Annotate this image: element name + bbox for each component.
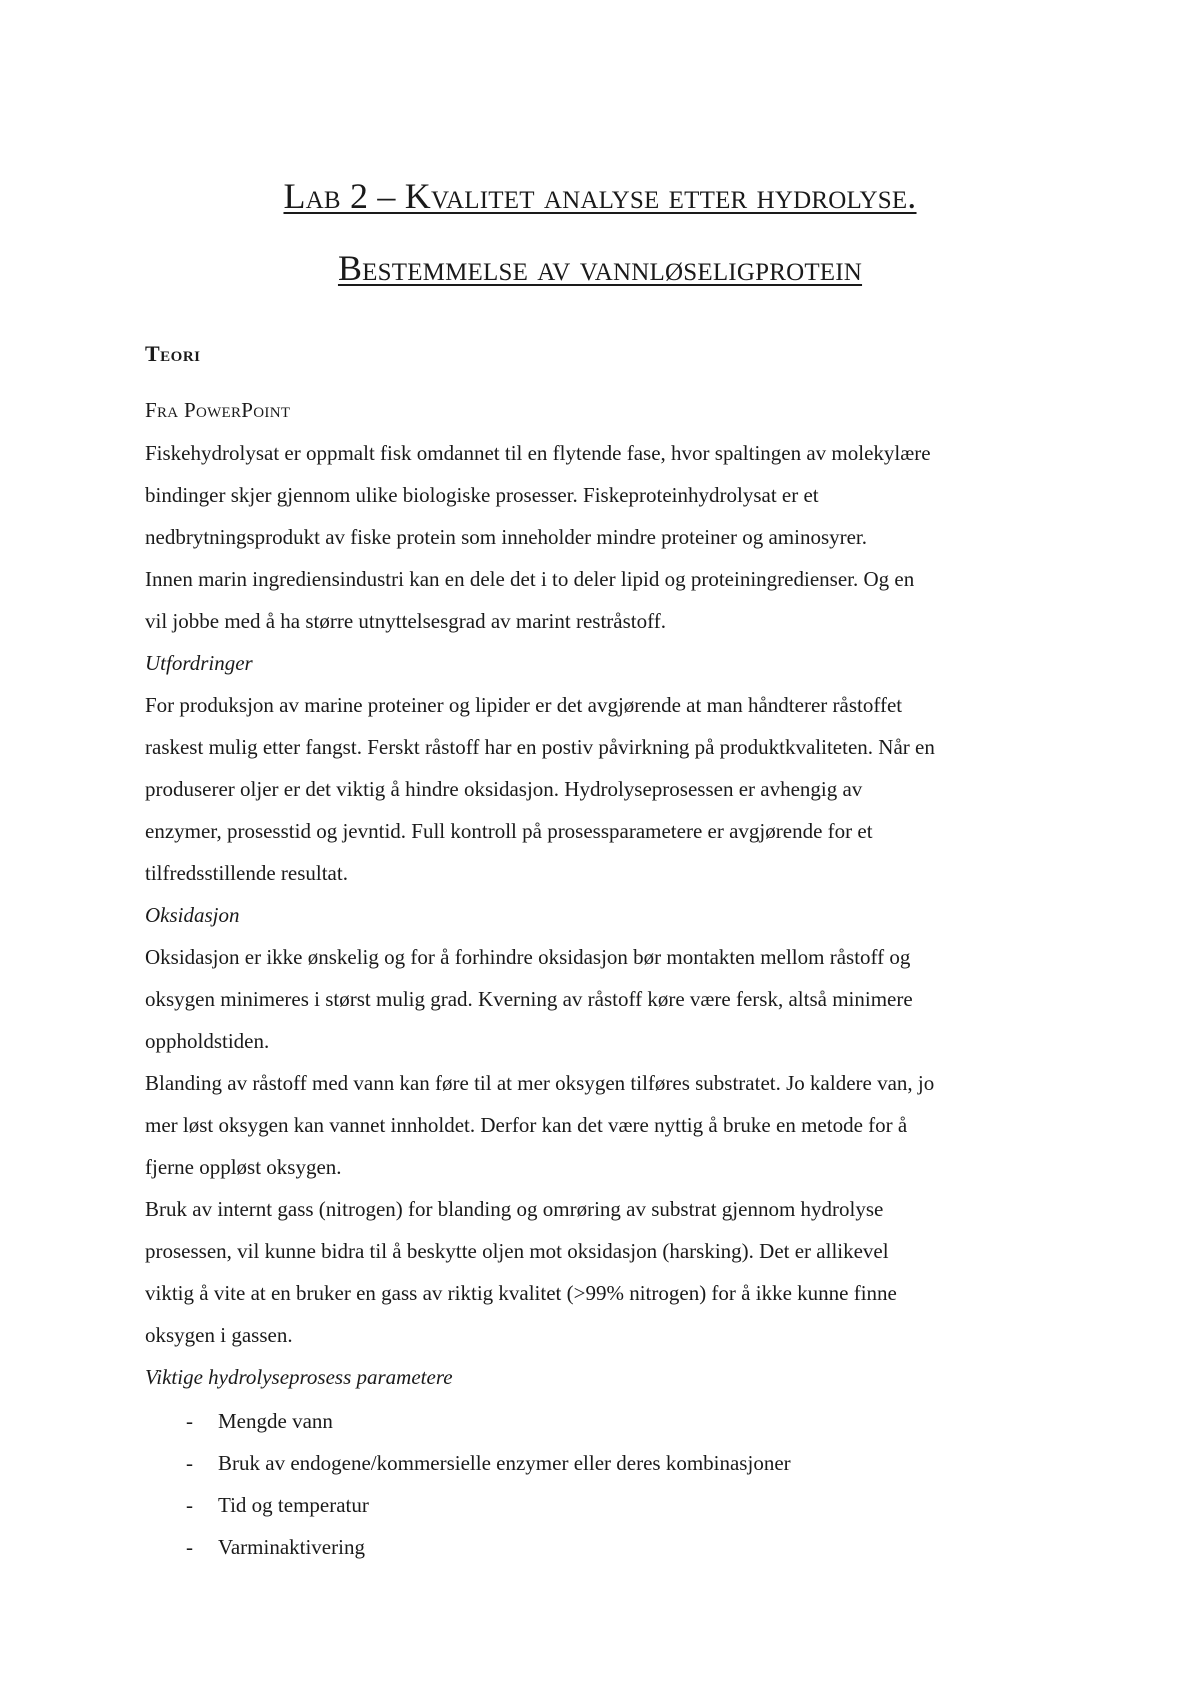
body-text-line: tilfredsstillende resultat. (145, 861, 348, 885)
bullet-item (186, 1484, 791, 1526)
bullet-item (186, 1400, 791, 1442)
body-text-line: produserer oljer er det viktig å hindre oksidasjon. Hydrolyseprosessen er avhengig av (145, 777, 863, 801)
body-text-line: fjerne oppløst oksygen. (145, 1155, 342, 1179)
body-text-line: Blanding av råstoff med vann kan føre til at mer oksygen tilføres substratet. Jo kaldere van, jo (145, 1071, 935, 1095)
body-italic-heading: Viktige hydrolyseprosess parametere (145, 1365, 453, 1389)
body-text-line: Bruk av internt gass (nitrogen) for blanding og omrøring av substrat gjennom hydrolyse (145, 1197, 884, 1221)
subsection-heading-powerpoint: Fra PowerPoint (145, 398, 291, 422)
body-text-line: oksygen minimeres i størst mulig grad. Kverning av råstoff køre være fersk, altså minimere (145, 987, 913, 1011)
body-text-line: mer løst oksygen kan vannet innholdet. Derfor kan det være nyttig å bruke en metode for å (145, 1113, 908, 1137)
bullet-dash: - (186, 1535, 193, 1559)
body-italic-heading: Oksidasjon (145, 903, 240, 927)
document-title-line-2: Bestemmelse av vannløseligprotein (337, 248, 863, 288)
bullet-text: Tid og temperatur (218, 1493, 369, 1517)
bullet-text: Varminaktivering (218, 1535, 365, 1559)
bullet-text: Mengde vann (218, 1409, 333, 1433)
section-heading-teori: Teori (145, 341, 201, 366)
bullet-dash: - (186, 1493, 193, 1517)
body-text-line: oksygen i gassen. (145, 1323, 293, 1347)
body-text-line: prosessen, vil kunne bidra til å beskytte oljen mot oksidasjon (harsking). Det er allikevel (145, 1239, 889, 1263)
document-title-line-1: Lab 2 – Kvalitet analyse etter hydrolyse. (283, 176, 917, 216)
body-text-line: For produksjon av marine proteiner og lipider er det avgjørende at man håndterer råstoffet (145, 693, 903, 717)
body-text-line: Fiskehydrolysat er oppmalt fisk omdannet til en flytende fase, hvor spaltingen av molekylære (145, 441, 931, 465)
bullet-dash: - (186, 1409, 193, 1433)
body-text-line: enzymer, prosesstid og jevntid. Full kontroll på prosessparametere er avgjørende for et (145, 819, 873, 843)
body-text-line: viktig å vite at en bruker en gass av riktig kvalitet (>99% nitrogen) for å ikke kunne finne (145, 1281, 897, 1305)
body-text-line: oppholdstiden. (145, 1029, 270, 1053)
body-text-line: raskest mulig etter fangst. Ferskt råstoff har en postiv påvirkning på produktkvaliteten. Når en (145, 735, 935, 759)
parameter-bullet-list (186, 1400, 791, 1568)
body-text-line: bindinger skjer gjennom ulike biologiske prosesser. Fiskeproteinhydrolysat er et (145, 483, 819, 507)
bullet-dash: - (186, 1451, 193, 1475)
body-text-line: Innen marin ingrediensindustri kan en dele det i to deler lipid og proteiningredienser. Og en (145, 567, 915, 591)
body-text-line: vil jobbe med å ha større utnyttelsesgrad av marint restråstoff. (145, 609, 666, 633)
body-italic-heading: Utfordringer (145, 651, 253, 675)
bullet-item (186, 1442, 791, 1484)
body-text-line: Oksidasjon er ikke ønskelig og for å forhindre oksidasjon bør montakten mellom råstoff og (145, 945, 911, 969)
bullet-text: Bruk av endogene/kommersielle enzymer eller deres kombinasjoner (218, 1451, 791, 1475)
body-text (145, 432, 1080, 1398)
body-text-line: nedbrytningsprodukt av fiske protein som inneholder mindre proteiner og aminosyrer. (145, 525, 868, 549)
bullet-item (186, 1526, 791, 1568)
